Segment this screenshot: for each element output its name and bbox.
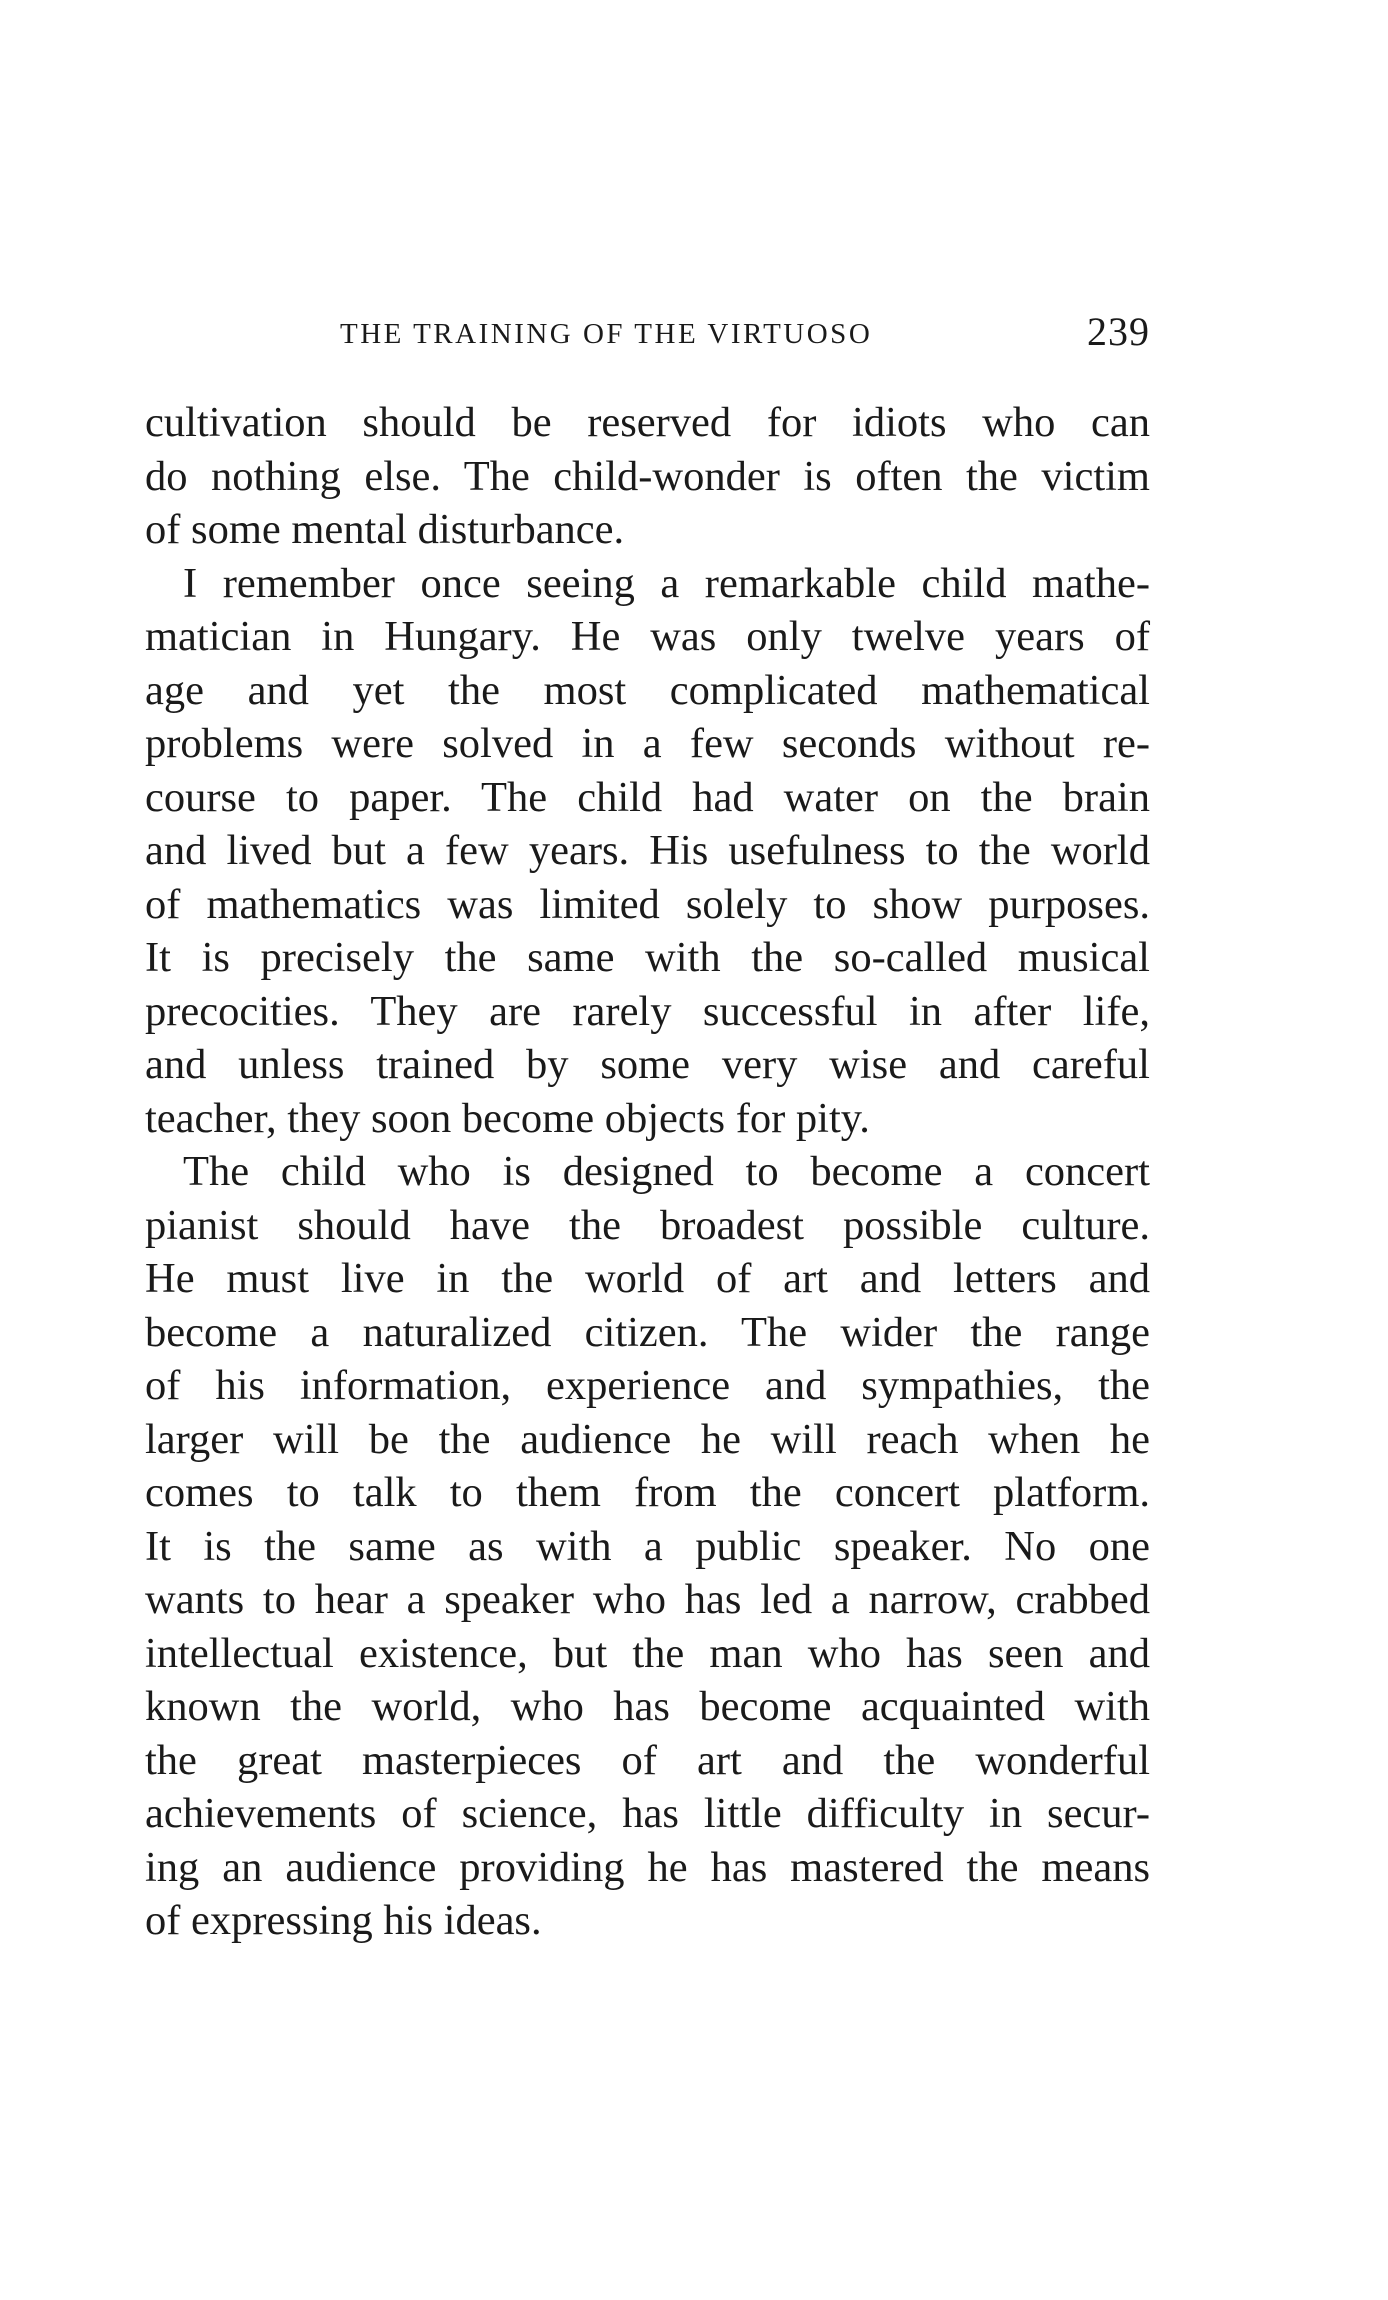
text-line: ing an audience providing he has mastered the means: [145, 1843, 1150, 1891]
text-line: known the world, who has become acquainted with: [145, 1683, 1150, 1730]
text-line: problems were solved in a few seconds without re-: [145, 720, 1150, 767]
text-line: matician in Hungary. He was only twelve years of: [145, 613, 1150, 660]
body-text: [145, 396, 1150, 1948]
text-line: and unless trained by some very wise and careful: [145, 1041, 1150, 1088]
text-line: comes to talk to them from the concert platform.: [145, 1469, 1150, 1516]
paragraph: [145, 396, 1150, 557]
text-line: It is the same as with a public speaker. No one: [145, 1522, 1150, 1570]
text-line: larger will be the audience he will reach when he: [145, 1415, 1150, 1463]
text-line: and lived but a few years. His usefulness to the world: [145, 827, 1150, 874]
text-line: He must live in the world of art and letters and: [145, 1255, 1150, 1302]
text-line: age and yet the most complicated mathematical: [145, 666, 1150, 714]
text-line: achievements of science, has little difficulty in secur-: [145, 1790, 1150, 1837]
page-number: 239: [1087, 309, 1150, 354]
text-line: of mathematics was limited solely to show purposes.: [145, 880, 1150, 928]
paragraph: [145, 557, 1150, 1146]
text-line: of expressing his ideas.: [145, 1897, 542, 1944]
running-head: THE TRAINING OF THE VIRTUOSO: [340, 318, 873, 350]
text-line: course to paper. The child had water on the brain: [145, 773, 1150, 821]
text-line: pianist should have the broadest possible culture.: [145, 1201, 1150, 1249]
text-line: of some mental disturbance.: [145, 506, 625, 553]
text-line: I remember once seeing a remarkable child mathe-: [183, 559, 1150, 607]
text-line: cultivation should be reserved for idiots who can: [145, 399, 1150, 446]
text-line: do nothing else. The child-wonder is often the victim: [145, 452, 1150, 500]
text-line: of his information, experience and sympathies, the: [145, 1362, 1150, 1409]
paragraph: [145, 1145, 1150, 1948]
text-line: The child who is designed to become a concert: [183, 1148, 1150, 1195]
text-line: intellectual existence, but the man who has seen and: [145, 1629, 1150, 1677]
text-line: precocities. They are rarely successful in after life,: [145, 987, 1150, 1035]
text-line: the great masterpieces of art and the wonderful: [145, 1736, 1150, 1784]
text-line: It is precisely the same with the so-called musical: [145, 934, 1150, 981]
text-line: teacher, they soon become objects for pity.: [145, 1094, 870, 1142]
text-line: become a naturalized citizen. The wider the range: [145, 1308, 1150, 1356]
text-line: wants to hear a speaker who has led a narrow, crabbed: [145, 1576, 1150, 1623]
